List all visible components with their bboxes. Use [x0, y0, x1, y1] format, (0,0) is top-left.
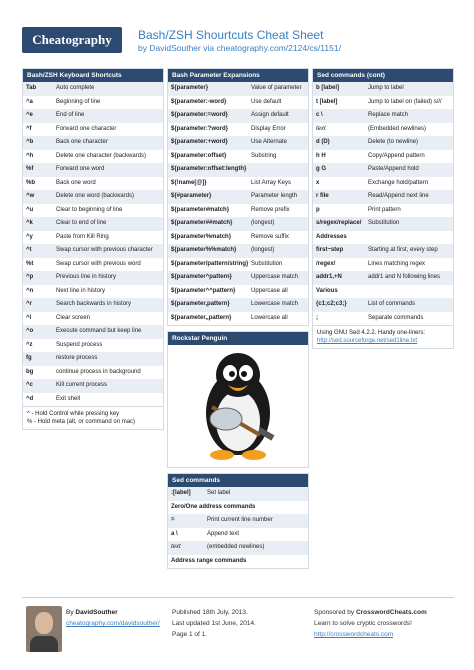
keyboard-shortcuts-box: [22, 68, 164, 430]
table-row: [168, 217, 308, 231]
command-cell: ^o: [23, 325, 53, 339]
sponsor-name[interactable]: CrosswordCheats.com: [355, 609, 427, 616]
table-row: [313, 204, 453, 218]
description-cell: (longest): [248, 217, 308, 231]
cheatography-logo[interactable]: Cheatography: [22, 27, 122, 53]
description-cell: Jump to label: [365, 82, 453, 96]
description-cell: Clear screen: [53, 312, 163, 326]
command-cell: ${!name[@]}: [168, 177, 248, 191]
table-row: [23, 136, 163, 150]
section-heading: Zero/One address commands: [168, 501, 308, 515]
table-row: [23, 339, 163, 353]
description-cell: Exit shell: [53, 393, 163, 407]
table-row: [313, 258, 453, 272]
command-cell: g G: [313, 163, 365, 177]
parameter-expansions-box: [167, 68, 309, 326]
description-cell: Paste from Kill Ring: [53, 231, 163, 245]
table-row: [168, 190, 308, 204]
control-note: ^ - Hold Control while pressing key: [27, 411, 120, 417]
command-cell: addr1,+N: [313, 271, 365, 285]
command-cell: ${parameter/pattern/string}: [168, 258, 248, 272]
command-cell: bg: [23, 366, 53, 380]
table-row: [168, 82, 308, 96]
table-row: [168, 312, 308, 326]
command-cell: ^p: [23, 271, 53, 285]
description-cell: (embedded newlines): [204, 541, 308, 555]
command-cell: ^n: [23, 285, 53, 299]
command-cell: ${parameter%match}: [168, 231, 248, 245]
command-cell: a \: [168, 528, 204, 542]
command-cell: %f: [23, 163, 53, 177]
description-cell: Kill current process: [53, 379, 163, 393]
table-row: [168, 204, 308, 218]
command-cell: ^r: [23, 298, 53, 312]
published-date: Published 18th July, 2013.: [172, 609, 248, 616]
description-cell: Print current line number: [204, 514, 308, 528]
command-cell: ${parameter:offset:length}: [168, 163, 248, 177]
table-row: [313, 109, 453, 123]
table-row: [23, 285, 163, 299]
description-cell: Next line in history: [53, 285, 163, 299]
command-cell: ${parameter:-word}: [168, 96, 248, 110]
description-cell: Replace match: [365, 109, 453, 123]
description-cell: Read/Append next line: [365, 190, 453, 204]
keyboard-notes: [23, 406, 163, 429]
description-cell: Back one character: [53, 136, 163, 150]
command-cell: ${parameter}: [168, 82, 248, 96]
table-row: [23, 379, 163, 393]
table-row: [23, 366, 163, 380]
description-cell: Substring: [248, 150, 308, 164]
command-cell: ^y: [23, 231, 53, 245]
column-3: [312, 68, 454, 354]
table-row: [168, 298, 308, 312]
table-row: [168, 177, 308, 191]
command-cell: ^a: [23, 96, 53, 110]
table-row: [23, 312, 163, 326]
description-cell: Swap cursor with previous word: [53, 258, 163, 272]
description-cell: Print pattern: [365, 204, 453, 218]
description-cell: Exchange hold/pattern: [365, 177, 453, 191]
footer-sponsor: [314, 607, 427, 640]
table-row: [168, 258, 308, 272]
description-cell: Copy/Append pattern: [365, 150, 453, 164]
description-cell: List of commands: [365, 298, 453, 312]
description-cell: Parameter length: [248, 190, 308, 204]
page-footer: [22, 597, 454, 663]
description-cell: Execute command but keep line: [53, 325, 163, 339]
table-row: [168, 231, 308, 245]
command-cell: ^d: [23, 393, 53, 407]
table-row: [168, 541, 308, 555]
command-cell: ^w: [23, 190, 53, 204]
command-cell: =: [168, 514, 204, 528]
sed-commands-table: [168, 487, 308, 568]
command-cell: ${parameter:=word}: [168, 109, 248, 123]
table-row: [23, 352, 163, 366]
sheet-url-link[interactable]: cheatography.com/2124/cs/1151/: [216, 43, 341, 53]
meta-note: % - Hold meta (alt, or command on mac): [27, 419, 136, 425]
description-cell: (longest): [248, 244, 308, 258]
command-cell: p: [313, 204, 365, 218]
description-cell: Jump to label on (failed) s///: [365, 96, 453, 110]
command-cell: ^h: [23, 150, 53, 164]
command-cell: ^z: [23, 339, 53, 353]
description-cell: Clear to end of line: [53, 217, 163, 231]
sed-commands-cont-table: [313, 82, 453, 325]
command-cell: :[label]: [168, 487, 204, 501]
command-cell: text: [313, 123, 365, 137]
table-row: [313, 298, 453, 312]
table-row: [168, 514, 308, 528]
table-row: [168, 528, 308, 542]
footer-dates: [172, 607, 256, 640]
section-row: [168, 555, 308, 569]
description-cell: Forward one character: [53, 123, 163, 137]
description-cell: (Embedded newlines): [365, 123, 453, 137]
command-cell: t [label]: [313, 96, 365, 110]
description-cell: Starting at first, every step: [365, 244, 453, 258]
command-cell: ${parameter#match}: [168, 204, 248, 218]
via-label: via: [203, 43, 215, 53]
section-row: [313, 231, 453, 245]
sponsor-line: [314, 607, 427, 618]
sed-commands-cont-box: [312, 68, 454, 349]
author-avatar: [26, 606, 62, 652]
description-cell: Clear to beginning of line: [53, 204, 163, 218]
avatar-face: [35, 612, 53, 634]
description-cell: [248, 163, 308, 177]
rockstar-penguin-heading: Rockstar Penguin: [168, 332, 308, 345]
avatar-shirt: [30, 636, 58, 652]
table-row: [313, 217, 453, 231]
sed-commands-box: [167, 473, 309, 569]
section-heading: Addresses: [313, 231, 453, 245]
section-heading: Various: [313, 285, 453, 299]
description-cell: Paste/Append hold: [365, 163, 453, 177]
table-row: [23, 96, 163, 110]
command-cell: r file: [313, 190, 365, 204]
sponsor-link[interactable]: http://crosswordcheats.com: [314, 631, 394, 638]
description-cell: Suspend process: [53, 339, 163, 353]
sed-version-note: Using GNU Sed 4.2.2. Handy one-liners:: [317, 330, 426, 336]
description-cell: Set label: [204, 487, 308, 501]
command-cell: ^k: [23, 217, 53, 231]
description-cell: Auto complete: [53, 82, 163, 96]
keyboard-shortcuts-table: [23, 82, 163, 406]
table-row: [23, 271, 163, 285]
keyboard-shortcuts-heading: Bash/ZSH Keyboard Shortcuts: [23, 69, 163, 82]
table-row: [23, 163, 163, 177]
column-2: [167, 68, 309, 574]
command-cell: h H: [313, 150, 365, 164]
table-row: [23, 204, 163, 218]
command-cell: ^e: [23, 109, 53, 123]
table-row: [23, 298, 163, 312]
table-row: [23, 150, 163, 164]
command-cell: ;: [313, 312, 365, 326]
command-cell: ${parameter,pattern}: [168, 298, 248, 312]
description-cell: Lowercase all: [248, 312, 308, 326]
author-link[interactable]: DavidSouther: [149, 43, 201, 53]
table-row: [168, 487, 308, 501]
penguin-image-area: [168, 345, 308, 467]
table-row: [23, 325, 163, 339]
description-cell: Use Alternate: [248, 136, 308, 150]
table-row: [23, 177, 163, 191]
description-cell: Lowercase match: [248, 298, 308, 312]
command-cell: ${parameter##match}: [168, 217, 248, 231]
command-cell: ^f: [23, 123, 53, 137]
command-cell: ^t: [23, 244, 53, 258]
command-cell: ${parameter,,pattern}: [168, 312, 248, 326]
table-row: [23, 123, 163, 137]
page-title: Bash/ZSH Shourtcuts Cheat Sheet: [138, 28, 324, 42]
command-cell: %b: [23, 177, 53, 191]
table-row: [23, 231, 163, 245]
parameter-expansions-heading: Bash Parameter Expansions: [168, 69, 308, 82]
command-cell: Tab: [23, 82, 53, 96]
command-cell: ^b: [23, 136, 53, 150]
description-cell: Display Error: [248, 123, 308, 137]
sponsored-label: Sponsored by: [314, 609, 355, 616]
command-cell: fg: [23, 352, 53, 366]
description-cell: Delete (to newline): [365, 136, 453, 150]
column-1: [22, 68, 164, 435]
rockstar-penguin-box: [167, 331, 309, 468]
section-row: [313, 285, 453, 299]
table-row: [168, 136, 308, 150]
table-row: [168, 109, 308, 123]
description-cell: End of line: [53, 109, 163, 123]
command-cell: %t: [23, 258, 53, 272]
description-cell: Uppercase all: [248, 285, 308, 299]
command-cell: ${#parameter}: [168, 190, 248, 204]
description-cell: addr1 and N following lines: [365, 271, 453, 285]
sed-commands-heading: Sed commands: [168, 474, 308, 487]
command-cell: b [label]: [313, 82, 365, 96]
description-cell: Append text: [204, 528, 308, 542]
description-cell: Uppercase match: [248, 271, 308, 285]
command-cell: ^l: [23, 312, 53, 326]
command-cell: ${parameter%%match}: [168, 244, 248, 258]
description-cell: Beginning of line: [53, 96, 163, 110]
description-cell: Substitution: [365, 217, 453, 231]
footer-by-label: By: [66, 609, 74, 616]
description-cell: Search backwards in history: [53, 298, 163, 312]
page-subtitle: [138, 43, 341, 53]
page-count: Page 1 of 1.: [172, 631, 208, 638]
description-cell: Previous line in history: [53, 271, 163, 285]
description-cell: List Array Keys: [248, 177, 308, 191]
table-row: [168, 163, 308, 177]
command-cell: first~step: [313, 244, 365, 258]
table-row: [313, 177, 453, 191]
table-row: [168, 285, 308, 299]
description-cell: Value of parameter: [248, 82, 308, 96]
section-heading: Address range commands: [168, 555, 308, 569]
command-cell: c \: [313, 109, 365, 123]
table-row: [313, 150, 453, 164]
command-cell: s/regex/replace/: [313, 217, 365, 231]
parameter-expansions-table: [168, 82, 308, 325]
table-row: [313, 190, 453, 204]
footer-author-name[interactable]: DavidSouther: [75, 609, 118, 616]
table-row: [168, 150, 308, 164]
updated-date: Last updated 1st June, 2014.: [172, 620, 256, 627]
description-cell: Remove prefix: [248, 204, 308, 218]
command-cell: d (D): [313, 136, 365, 150]
footer-by-line: [66, 607, 160, 618]
section-row: [168, 501, 308, 515]
table-row: [23, 190, 163, 204]
command-cell: ${parameter^^pattern}: [168, 285, 248, 299]
command-cell: x: [313, 177, 365, 191]
one-liners-link[interactable]: http://sed.sourceforge.net/sed1line.txt: [317, 338, 418, 344]
table-row: [313, 312, 453, 326]
command-cell: ${parameter^pattern}: [168, 271, 248, 285]
footer-author-link[interactable]: cheatography.com/davidsouther/: [66, 620, 160, 627]
description-cell: Forward one word: [53, 163, 163, 177]
command-cell: ${parameter:offset}: [168, 150, 248, 164]
table-row: [23, 393, 163, 407]
table-row: [23, 244, 163, 258]
by-label: by: [138, 43, 147, 53]
table-row: [23, 217, 163, 231]
description-cell: continue process in background: [53, 366, 163, 380]
page-header: [0, 0, 474, 68]
description-cell: Use default: [248, 96, 308, 110]
description-cell: Substitution: [248, 258, 308, 272]
table-row: [313, 96, 453, 110]
table-row: [168, 96, 308, 110]
description-cell: Remove suffix: [248, 231, 308, 245]
description-cell: Swap cursor with previous character: [53, 244, 163, 258]
penguin-guitar-image: [190, 349, 286, 461]
command-cell: ${parameter:+word}: [168, 136, 248, 150]
sponsor-tagline: Learn to solve cryptic crosswords!: [314, 620, 412, 627]
command-cell: {c1;c2;c3;}: [313, 298, 365, 312]
table-row: [168, 123, 308, 137]
command-cell: text: [168, 541, 204, 555]
command-cell: ^c: [23, 379, 53, 393]
description-cell: Separate commands: [365, 312, 453, 326]
table-row: [313, 271, 453, 285]
command-cell: ${parameter:?word}: [168, 123, 248, 137]
description-cell: Delete one character (backwards): [53, 150, 163, 164]
table-row: [168, 244, 308, 258]
table-row: [23, 109, 163, 123]
sed-commands-cont-heading: Sed commands (cont): [313, 69, 453, 82]
sed-notes: [313, 325, 453, 348]
description-cell: Back one word: [53, 177, 163, 191]
command-cell: /regex/: [313, 258, 365, 272]
table-row: [168, 271, 308, 285]
description-cell: Lines matching regex: [365, 258, 453, 272]
table-row: [313, 82, 453, 96]
description-cell: Delete one word (backwards): [53, 190, 163, 204]
table-row: [313, 244, 453, 258]
table-row: [313, 163, 453, 177]
table-row: [313, 123, 453, 137]
table-row: [313, 136, 453, 150]
table-row: [23, 82, 163, 96]
description-cell: Assign default: [248, 109, 308, 123]
footer-author: [66, 607, 160, 629]
command-cell: ^u: [23, 204, 53, 218]
description-cell: restore process: [53, 352, 163, 366]
table-row: [23, 258, 163, 272]
